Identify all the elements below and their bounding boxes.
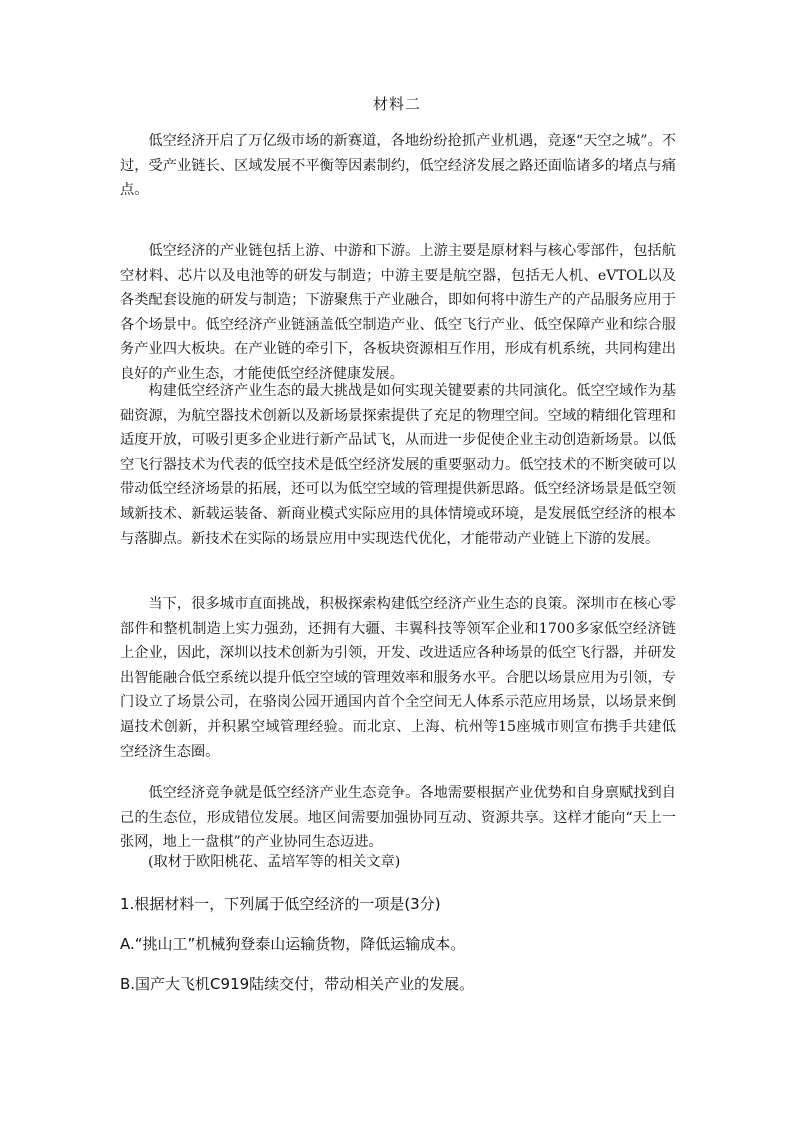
paragraph-5: 低空经济竞争就是低空经济产业生态竞争。各地需要根据产业优势和自身禀赋找到自己的生态位，形成错位发展。地区间需要加强协同互动、资源共享。这样才能向“天上一张网，地上一盘棋”的产业协同生态迈进。 bbox=[120, 785, 676, 851]
option-b: B.国产大飞机C919陆续交付，带动相关产业的发展。 bbox=[120, 975, 475, 993]
material-title: 材料二 bbox=[372, 95, 421, 113]
option-a: A.“挑山工”机械狗登泰山运输货物，降低运输成本。 bbox=[120, 935, 466, 953]
paragraph-4: 当下，很多城市直面挑战，积极探索构建低空经济产业生态的良策。深圳市在核心零部件和整机制造上实力强劲，还拥有大疆、丰翼科技等领军企业和1700多家低空经济链上企业，因此，深圳以技术创新为引领，开发、改进适应各种场景的低空飞行器，并研发出智能融合低空系统以提升低空空域的管理效率和服务水平。合肥以场景应用为引领，专门设立了场景公司，在骆岗公园开通国内首个全空间无人体系示范应用场景，以场景来倒逼技术创新，并积累空域管理经验。而北京、上海、杭州等15座城市则宣布携手共建低空经济生态圈。 bbox=[120, 596, 676, 760]
source-citation: (取材于欧阳桃花、孟培军等的相关文章) bbox=[148, 854, 401, 870]
paragraph-3: 构建低空经济产业生态的最大挑战是如何实现关键要素的共同演化。低空空域作为基础资源，为航空器技术创新以及新场景探索提供了充足的物理空间。空域的精细化管理和适度开放，可吸引更多企业进行新产品试飞，从而进一步促使企业主动创造新场景。以低空飞行器技术为代表的低空技术是低空经济发展的重要驱动力。低空技术的不断突破可以带动低空经济场景的拓展，还可以为低空空域的管理提供新思路。低空经济场景是低空领域新技术、新载运装备、新商业模式实际应用的具体情境或环境，是发展低空经济的根本与落脚点。新技术在实际的场景应用中实现迭代优化，才能带动产业链上下游的发展。 bbox=[120, 383, 676, 547]
paragraph-2: 低空经济的产业链包括上游、中游和下游。上游主要是原材料与核心零部件，包括航空材料、芯片以及电池等的研发与制造；中游主要是航空器，包括无人机、eVTOL以及各类配套设施的研发与制造；下游聚焦于产业融合，即如何将中游生产的产品服务应用于各个场景中。低空经济产业链涵盖低空制造产业、低空飞行产业、低空保障产业和综合服务产业四大板块。在产业链的牵引下，各板块资源相互作用，形成有机系统，共同构建出良好的产业生态，才能使低空经济健康发展。 bbox=[120, 243, 676, 382]
paragraph-1: 低空经济开启了万亿级市场的新赛道，各地纷纷抢抓产业机遇，竞逐“天空之城”。不过，受产业链长、区域发展不平衡等因素制约，低空经济发展之路还面临诸多的堵点与痛点。 bbox=[120, 133, 676, 199]
question-stem: 1.根据材料一，下列属于低空经济的一项是(3分) bbox=[120, 895, 441, 913]
